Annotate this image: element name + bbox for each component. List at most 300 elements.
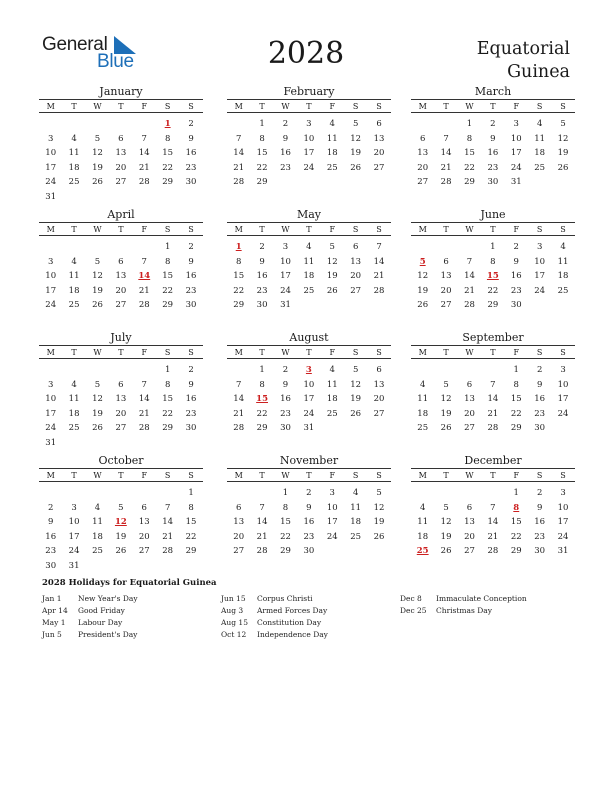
weekday-label: S bbox=[560, 101, 566, 111]
weekday-label: T bbox=[443, 101, 449, 111]
weekday-label: T bbox=[306, 470, 312, 480]
weekday-label: W bbox=[93, 101, 102, 111]
day-cell: 7 bbox=[141, 379, 147, 390]
holiday-name: Constitution Day bbox=[257, 618, 322, 627]
weekday-header bbox=[227, 468, 391, 482]
day-cell: 8 bbox=[188, 502, 194, 513]
day-cell: 17 bbox=[303, 148, 315, 158]
day-cell: 22 bbox=[510, 531, 522, 542]
day-cell: 10 bbox=[303, 133, 315, 144]
weekday-label: W bbox=[465, 224, 474, 234]
weekday-label: S bbox=[352, 101, 359, 111]
day-cell: 5 bbox=[352, 365, 359, 375]
day-cell: 12 bbox=[440, 394, 452, 404]
day-grid bbox=[39, 117, 203, 204]
day-cell: 26 bbox=[373, 531, 385, 542]
day-cell: 15 bbox=[162, 394, 174, 404]
empty-day-cell bbox=[227, 363, 250, 378]
weekday-label: T bbox=[490, 347, 496, 357]
day-cell: 21 bbox=[233, 408, 245, 419]
weekday-label: T bbox=[118, 224, 124, 234]
holiday-name: Labour Day bbox=[78, 618, 123, 627]
day-cell: 27 bbox=[233, 546, 245, 556]
day-cell: 25 bbox=[534, 162, 546, 173]
day-cell: 13 bbox=[373, 379, 385, 390]
weekday-label: F bbox=[141, 470, 148, 480]
weekday-label: M bbox=[418, 224, 427, 234]
day-cell: 18 bbox=[534, 148, 546, 158]
day-cell: 27 bbox=[115, 177, 127, 187]
day-cell: 13 bbox=[115, 271, 127, 281]
holiday-date: Jun 15 bbox=[221, 594, 246, 603]
day-cell: 15 bbox=[162, 148, 174, 158]
day-cell: 26 bbox=[440, 546, 452, 556]
weekday-label: S bbox=[536, 101, 543, 111]
weekday-label: S bbox=[188, 224, 194, 234]
day-cell: 4 bbox=[71, 133, 77, 144]
day-cell: 31 bbox=[557, 546, 569, 556]
day-cell: 15 bbox=[162, 271, 174, 281]
day-cell: 2 bbox=[188, 365, 194, 375]
holiday-column bbox=[221, 593, 401, 641]
day-cell: 27 bbox=[464, 546, 475, 556]
day-cell: 5 bbox=[443, 379, 449, 390]
weekday-label: S bbox=[376, 101, 382, 111]
holiday-date: Dec 8 bbox=[400, 594, 422, 603]
day-cell: 21 bbox=[373, 271, 385, 281]
day-cell: 19 bbox=[373, 517, 385, 527]
holidays-title: 2028 Holidays for Equatorial Guinea bbox=[42, 578, 217, 588]
weekday-label: F bbox=[513, 224, 520, 234]
day-cell: 17 bbox=[534, 271, 546, 281]
day-cell: 20 bbox=[138, 531, 150, 542]
weekday-label: F bbox=[513, 101, 520, 111]
holiday-row bbox=[221, 593, 401, 605]
logo-general-text: General bbox=[42, 34, 108, 55]
month-june bbox=[411, 208, 575, 313]
day-cell: 19 bbox=[92, 285, 103, 296]
weekday-label: S bbox=[536, 224, 543, 234]
day-cell: 6 bbox=[118, 133, 124, 144]
weekday-label: W bbox=[93, 470, 102, 480]
day-cell: 11 bbox=[417, 517, 429, 527]
day-cell: 5 bbox=[94, 256, 101, 267]
day-cell: 4 bbox=[329, 119, 335, 129]
day-cell: 17 bbox=[326, 517, 338, 527]
empty-day-cell bbox=[109, 363, 132, 378]
weekday-label: S bbox=[164, 101, 171, 111]
day-cell: 2 bbox=[259, 242, 265, 252]
day-cell: 7 bbox=[466, 256, 473, 267]
day-cell: 29 bbox=[464, 177, 475, 187]
day-cell: 18 bbox=[92, 531, 103, 542]
day-cell: 15 bbox=[185, 517, 197, 527]
empty-day-cell bbox=[62, 117, 85, 132]
weekday-label: M bbox=[234, 470, 243, 480]
day-cell: 27 bbox=[115, 423, 127, 433]
day-cell: 23 bbox=[280, 408, 291, 419]
empty-day-cell bbox=[458, 363, 481, 378]
holiday-date: Dec 25 bbox=[400, 606, 427, 615]
day-cell: 21 bbox=[138, 408, 150, 419]
weekday-label: T bbox=[71, 347, 77, 357]
day-cell: 12 bbox=[557, 133, 569, 144]
weekday-label: T bbox=[306, 101, 312, 111]
day-cell: 23 bbox=[534, 531, 546, 542]
day-cell: 19 bbox=[92, 408, 103, 419]
day-cell: 5 bbox=[118, 502, 124, 513]
day-cell: 18 bbox=[68, 408, 80, 419]
month-november bbox=[227, 454, 391, 559]
day-cell: 20 bbox=[373, 394, 385, 404]
weekday-header bbox=[411, 345, 575, 359]
day-cell: 9 bbox=[259, 256, 265, 267]
day-cell: 13 bbox=[464, 517, 475, 527]
day-cell: 9 bbox=[47, 517, 54, 527]
day-cell: 18 bbox=[557, 271, 569, 281]
day-cell: 24 bbox=[45, 177, 57, 187]
day-cell: 12 bbox=[417, 271, 429, 281]
day-cell: 30 bbox=[303, 546, 315, 556]
empty-day-cell bbox=[411, 486, 434, 501]
holiday-date: May 1 bbox=[42, 618, 66, 627]
month-name: December bbox=[464, 454, 522, 467]
day-cell: 6 bbox=[352, 242, 359, 252]
day-cell: 7 bbox=[235, 379, 242, 390]
day-cell: 9 bbox=[490, 133, 496, 144]
weekday-label: W bbox=[281, 224, 290, 234]
holiday-date: Aug 15 bbox=[221, 618, 248, 627]
day-cell: 17 bbox=[68, 531, 80, 542]
weekday-label: M bbox=[234, 347, 243, 357]
day-cell: 18 bbox=[68, 162, 80, 173]
holiday-day-cell: 15 bbox=[256, 394, 268, 404]
day-cell: 2 bbox=[536, 488, 543, 498]
day-cell: 24 bbox=[303, 408, 315, 419]
empty-day-cell bbox=[86, 240, 109, 255]
day-cell: 30 bbox=[185, 300, 197, 310]
day-cell: 27 bbox=[440, 300, 452, 310]
month-may bbox=[227, 208, 391, 313]
day-cell: 12 bbox=[350, 379, 362, 390]
holiday-day-cell: 15 bbox=[486, 271, 499, 281]
day-cell: 8 bbox=[513, 379, 519, 390]
weekday-label: S bbox=[164, 347, 171, 357]
empty-day-cell bbox=[62, 486, 85, 501]
day-cell: 30 bbox=[45, 560, 57, 571]
weekday-label: W bbox=[281, 101, 290, 111]
weekday-label: W bbox=[465, 470, 474, 480]
empty-day-cell bbox=[133, 363, 156, 378]
day-cell: 1 bbox=[466, 119, 473, 129]
empty-day-cell bbox=[434, 363, 457, 378]
weekday-label: W bbox=[465, 347, 474, 357]
day-cell: 11 bbox=[92, 517, 103, 527]
weekday-header bbox=[411, 99, 575, 113]
day-cell: 19 bbox=[326, 271, 338, 281]
weekday-label: S bbox=[164, 224, 171, 234]
day-cell: 1 bbox=[164, 242, 171, 252]
weekday-label: M bbox=[418, 101, 427, 111]
day-cell: 27 bbox=[373, 162, 385, 173]
empty-day-cell bbox=[109, 240, 132, 255]
day-cell: 19 bbox=[440, 408, 452, 419]
month-january bbox=[39, 85, 203, 204]
empty-day-cell bbox=[481, 363, 504, 378]
day-cell: 3 bbox=[47, 133, 54, 144]
holiday-day-cell: 1 bbox=[164, 119, 171, 129]
day-cell: 26 bbox=[92, 177, 103, 187]
day-cell: 25 bbox=[417, 423, 429, 433]
holiday-row bbox=[400, 593, 580, 605]
day-cell: 7 bbox=[376, 242, 382, 252]
day-cell: 4 bbox=[419, 502, 426, 513]
day-cell: 14 bbox=[233, 148, 245, 158]
day-cell: 16 bbox=[510, 271, 522, 281]
weekday-label: F bbox=[141, 347, 148, 357]
day-cell: 28 bbox=[162, 546, 174, 556]
day-cell: 18 bbox=[68, 285, 80, 296]
day-cell: 10 bbox=[510, 133, 522, 144]
weekday-label: T bbox=[259, 224, 265, 234]
day-cell: 16 bbox=[303, 517, 315, 527]
holiday-row bbox=[221, 629, 401, 641]
empty-day-cell bbox=[411, 117, 434, 132]
weekday-label: T bbox=[71, 101, 77, 111]
empty-day-cell bbox=[133, 486, 156, 501]
day-cell: 29 bbox=[487, 300, 499, 310]
day-cell: 15 bbox=[510, 517, 522, 527]
day-cell: 9 bbox=[188, 133, 194, 144]
day-cell: 10 bbox=[557, 379, 569, 390]
day-cell: 19 bbox=[440, 531, 452, 542]
day-cell: 18 bbox=[417, 531, 429, 542]
day-cell: 11 bbox=[534, 133, 546, 144]
weekday-label: T bbox=[118, 470, 124, 480]
month-name: May bbox=[296, 208, 322, 221]
day-cell: 9 bbox=[306, 502, 312, 513]
weekday-label: S bbox=[188, 347, 194, 357]
month-september bbox=[411, 331, 575, 436]
day-grid bbox=[411, 486, 575, 559]
day-cell: 14 bbox=[233, 394, 245, 404]
day-cell: 22 bbox=[162, 285, 174, 296]
weekday-label: S bbox=[188, 470, 194, 480]
logo-blue-text: Blue bbox=[97, 51, 134, 72]
day-cell: 6 bbox=[118, 256, 124, 267]
day-cell: 7 bbox=[164, 502, 171, 513]
day-grid bbox=[227, 363, 391, 436]
weekday-label: T bbox=[443, 470, 449, 480]
day-cell: 23 bbox=[185, 408, 197, 419]
day-cell: 8 bbox=[164, 379, 171, 390]
weekday-label: S bbox=[164, 470, 171, 480]
day-cell: 17 bbox=[45, 285, 57, 296]
weekday-label: F bbox=[141, 224, 148, 234]
page-title-year: 2028 bbox=[267, 36, 345, 71]
day-cell: 26 bbox=[326, 285, 338, 296]
day-cell: 23 bbox=[534, 408, 546, 419]
day-cell: 16 bbox=[185, 271, 197, 281]
holiday-name: Christmas Day bbox=[436, 606, 492, 615]
day-cell: 6 bbox=[466, 502, 473, 513]
empty-day-cell bbox=[133, 117, 156, 132]
weekday-label: T bbox=[118, 101, 124, 111]
day-cell: 23 bbox=[280, 162, 291, 173]
day-cell: 21 bbox=[138, 162, 150, 173]
day-cell: 4 bbox=[352, 488, 359, 498]
holiday-day-cell: 8 bbox=[513, 502, 520, 513]
weekday-label: T bbox=[71, 224, 77, 234]
weekday-label: T bbox=[306, 347, 312, 357]
day-cell: 6 bbox=[118, 379, 124, 390]
holiday-day-cell: 5 bbox=[419, 256, 426, 267]
day-cell: 6 bbox=[466, 379, 473, 390]
day-cell: 2 bbox=[282, 119, 289, 129]
weekday-label: W bbox=[93, 224, 102, 234]
day-cell: 16 bbox=[487, 148, 499, 158]
day-cell: 2 bbox=[306, 488, 312, 498]
holiday-date: Oct 12 bbox=[221, 630, 247, 639]
day-cell: 11 bbox=[417, 394, 429, 404]
holiday-name: Corpus Christi bbox=[257, 594, 313, 603]
weekday-label: F bbox=[329, 101, 336, 111]
weekday-label: M bbox=[46, 101, 55, 111]
day-cell: 16 bbox=[45, 531, 57, 542]
day-cell: 3 bbox=[513, 119, 519, 129]
empty-day-cell bbox=[434, 486, 457, 501]
empty-day-cell bbox=[250, 486, 273, 501]
day-cell: 24 bbox=[557, 531, 569, 542]
day-cell: 27 bbox=[464, 423, 475, 433]
day-cell: 21 bbox=[162, 531, 174, 542]
weekday-label: T bbox=[490, 224, 496, 234]
day-cell: 30 bbox=[510, 300, 522, 310]
holiday-row bbox=[42, 605, 222, 617]
day-cell: 5 bbox=[560, 119, 566, 129]
weekday-label: M bbox=[46, 347, 55, 357]
day-cell: 7 bbox=[443, 133, 449, 144]
day-cell: 9 bbox=[536, 379, 543, 390]
day-cell: 30 bbox=[487, 177, 499, 187]
day-cell: 14 bbox=[162, 517, 174, 527]
day-cell: 16 bbox=[280, 394, 291, 404]
day-cell: 19 bbox=[557, 148, 569, 158]
day-cell: 21 bbox=[487, 531, 499, 542]
weekday-label: T bbox=[259, 101, 265, 111]
day-cell: 16 bbox=[185, 394, 197, 404]
weekday-label: F bbox=[329, 347, 336, 357]
day-cell: 14 bbox=[373, 256, 385, 267]
day-cell: 23 bbox=[256, 285, 268, 296]
day-cell: 17 bbox=[45, 408, 57, 419]
day-cell: 9 bbox=[513, 256, 519, 267]
day-cell: 9 bbox=[188, 379, 194, 390]
day-cell: 31 bbox=[45, 437, 57, 448]
day-cell: 30 bbox=[534, 546, 546, 556]
day-cell: 1 bbox=[188, 488, 194, 498]
weekday-label: T bbox=[259, 470, 265, 480]
day-cell: 26 bbox=[440, 423, 452, 433]
day-cell: 5 bbox=[94, 133, 101, 144]
day-cell: 12 bbox=[92, 148, 103, 158]
weekday-label: F bbox=[513, 470, 520, 480]
month-name: October bbox=[98, 454, 144, 467]
day-cell: 26 bbox=[557, 162, 569, 173]
weekday-label: W bbox=[281, 470, 290, 480]
weekday-label: T bbox=[490, 470, 496, 480]
day-cell: 14 bbox=[487, 394, 499, 404]
day-cell: 22 bbox=[233, 285, 245, 296]
day-cell: 22 bbox=[162, 162, 174, 173]
day-cell: 28 bbox=[487, 546, 499, 556]
weekday-header bbox=[411, 468, 575, 482]
day-cell: 5 bbox=[443, 502, 449, 513]
day-cell: 5 bbox=[329, 242, 335, 252]
weekday-header bbox=[39, 222, 203, 236]
day-cell: 21 bbox=[256, 531, 268, 542]
day-cell: 8 bbox=[466, 133, 473, 144]
month-april bbox=[39, 208, 203, 313]
day-cell: 28 bbox=[487, 423, 499, 433]
month-name: July bbox=[110, 331, 132, 344]
weekday-label: S bbox=[188, 101, 194, 111]
day-cell: 12 bbox=[326, 256, 338, 267]
day-cell: 26 bbox=[417, 300, 429, 310]
day-cell: 13 bbox=[115, 148, 127, 158]
month-name: June bbox=[480, 208, 506, 221]
day-cell: 3 bbox=[47, 256, 54, 267]
day-cell: 31 bbox=[68, 560, 80, 571]
day-cell: 25 bbox=[557, 285, 569, 296]
holiday-date: Jan 1 bbox=[42, 594, 62, 603]
day-cell: 11 bbox=[68, 394, 80, 404]
day-cell: 18 bbox=[326, 394, 338, 404]
day-cell: 3 bbox=[329, 488, 335, 498]
empty-day-cell bbox=[458, 240, 481, 255]
day-cell: 10 bbox=[280, 256, 291, 267]
day-cell: 24 bbox=[557, 408, 569, 419]
day-cell: 31 bbox=[45, 191, 57, 202]
day-cell: 28 bbox=[138, 177, 150, 187]
day-cell: 11 bbox=[557, 256, 569, 267]
day-cell: 16 bbox=[534, 517, 546, 527]
weekday-label: T bbox=[259, 347, 265, 357]
day-cell: 17 bbox=[303, 394, 315, 404]
day-cell: 29 bbox=[162, 423, 174, 433]
weekday-label: W bbox=[281, 347, 290, 357]
day-cell: 13 bbox=[417, 148, 429, 158]
weekday-header bbox=[39, 345, 203, 359]
weekday-header bbox=[39, 99, 203, 113]
day-cell: 25 bbox=[92, 546, 103, 556]
day-cell: 25 bbox=[68, 177, 80, 187]
month-december bbox=[411, 454, 575, 559]
holiday-name: Immaculate Conception bbox=[436, 594, 527, 603]
country-line-1: Equatorial bbox=[476, 39, 570, 59]
weekday-label: T bbox=[118, 347, 124, 357]
day-cell: 10 bbox=[534, 256, 546, 267]
day-cell: 1 bbox=[164, 365, 171, 375]
weekday-label: F bbox=[329, 224, 336, 234]
day-cell: 15 bbox=[256, 148, 268, 158]
day-grid bbox=[39, 486, 203, 573]
day-cell: 20 bbox=[115, 285, 127, 296]
day-cell: 8 bbox=[164, 256, 171, 267]
day-cell: 12 bbox=[350, 133, 362, 144]
day-cell: 22 bbox=[280, 531, 291, 542]
month-name: March bbox=[474, 85, 512, 98]
